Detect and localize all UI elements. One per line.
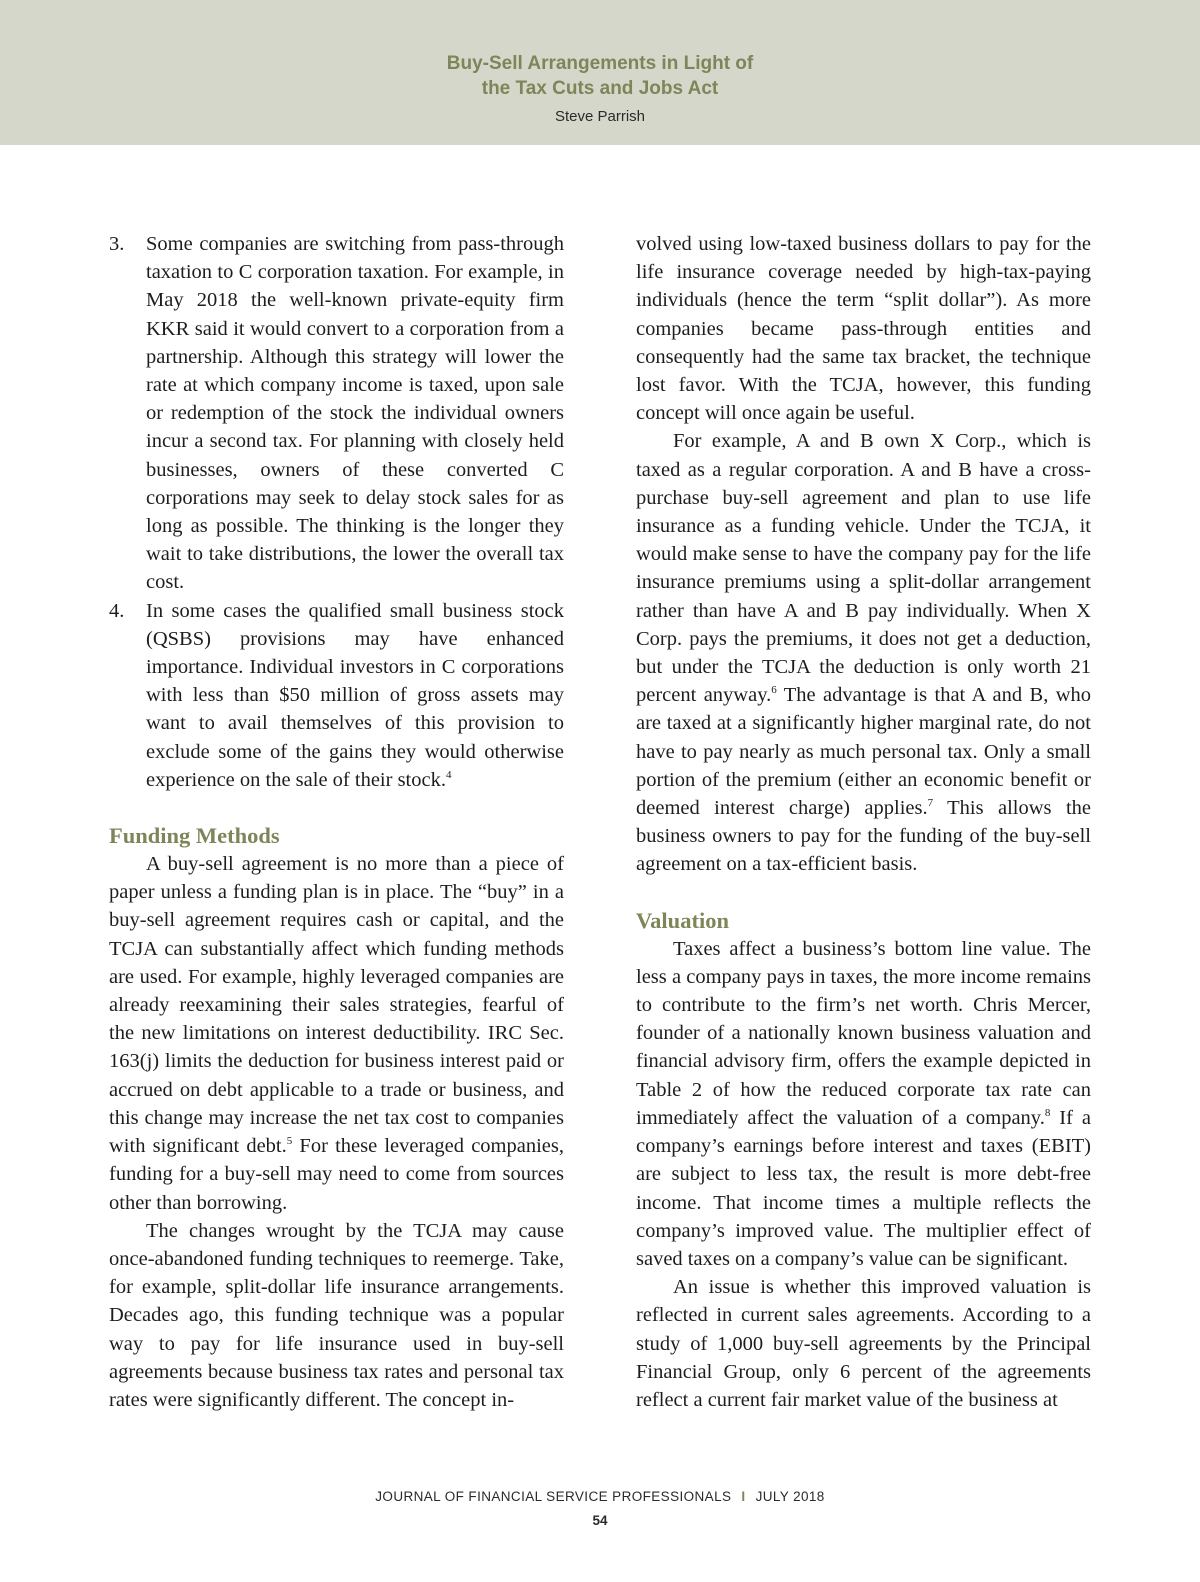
paragraph-text: A buy-sell agreement is no more than a piece of paper unless a funding plan is in place. The “buy” in a buy-sell agreement requires cash or capital, and the TCJA can substantially affect which funding methods are used. For example, highly leveraged companies are already reexamining their sales strategies, fearful of the new limitations on interest deductibility. IRC Sec. 163(j) limits the deduction for business interest paid or accrued on debt applicable to a trade or business, and this change may increase the net tax cost to companies with significant debt. (109, 853, 564, 1158)
journal-name: JOURNAL OF FINANCIAL SERVICE PROFESSIONALS (375, 1489, 732, 1504)
list-number: 4. (109, 599, 125, 622)
article-title (0, 51, 1200, 101)
list-item-text: Some companies are switching from pass-through taxation to C corporation taxation. For example, in May 2018 the well-known private-equity firm KKR said it would convert to a corporation from a partnership. Although this strategy will lower the rate at which company income is taxed, upon sale or redemption of the stock the individual owners incur a second tax. For planning with closely held businesses, owners of these converted C corporations may seek to delay stock sales for as long as possible. The thinking is the longer they wait to take distributions, the lower the overall tax cost. (146, 233, 564, 594)
article-title-line-2: the Tax Cuts and Jobs Act (481, 78, 719, 99)
footnote-ref: 5 (286, 1135, 293, 1148)
list-item-4 (109, 597, 564, 794)
footnote-ref: 6 (771, 684, 777, 697)
paragraph-text: This allows the business owners to pay for the funding of the buy-sell agreement on a tax-efficient basis. (636, 797, 1091, 876)
section-heading-funding: Funding Methods (109, 823, 280, 849)
article-title-line-1: Buy-Sell Arrangements in Light of (446, 53, 754, 74)
footnote-ref: 4 (445, 768, 452, 781)
footnote-ref: 7 (927, 797, 934, 810)
list-item-3 (109, 230, 564, 597)
spacer (636, 879, 1091, 907)
article-author: Steve Parrish (554, 108, 646, 125)
footnote-ref: 8 (1044, 1106, 1051, 1119)
spacer (109, 794, 564, 822)
list-item-text (146, 597, 564, 794)
right-column (636, 230, 1091, 1414)
list-item-body: In some cases the qualified small business stock (QSBS) provisions may have enhanced importance. Individual investors in C corporations with less than $50 million of gross assets may want to avail themselves of this provision to exclude some of the gains they would otherwise experience on the sale of their stock. (146, 599, 564, 791)
paragraph: An issue is whether this improved valuation is reflected in current sales agreements. According to a study of 1,000 buy-sell agreements by the Principal Financial Group, only 6 percent of the agreements reflect a current fair market value of the business at (636, 1276, 1091, 1411)
paragraph (636, 427, 1091, 878)
paragraph: The changes wrought by the TCJA may cause once-abandoned funding techniques to reemerge. Take, for example, split-dollar life insurance arrangements. Decades ago, this funding technique was a popular way to pay for life insurance used in buy-sell agreements because business tax rates and personal tax rates were significantly different. The concept in- (109, 1219, 564, 1411)
page-number: 54 (592, 1513, 608, 1528)
footer-separator: I (741, 1489, 746, 1504)
section-heading-valuation: Valuation (636, 907, 729, 933)
paragraph-text: The advantage is that A and B, who are taxed at a significantly higher marginal rate, do not have to pay nearly as much personal tax. Only a small portion of the premium (either an economic benefit or deemed interest charge) applies. (636, 684, 1091, 820)
issue-date: JULY 2018 (755, 1489, 825, 1504)
paragraph (636, 935, 1091, 1273)
list-number: 3. (109, 233, 125, 255)
paragraph-continuation: volved using low-taxed business dollars to pay for the life insurance coverage needed by high-tax-paying individuals (hence the term “split dollar”). As more companies became pass-through entities and consequently had the same tax bracket, the technique lost favor. With the TCJA, however, this funding concept will once again be useful. (636, 233, 1091, 425)
paragraph-text: For these leveraged companies, funding for a buy-sell may need to come from sources other than borrowing. (109, 1135, 564, 1214)
paragraph-text: For example, A and B own X Corp., which is taxed as a regular corporation. A and B have a cross-purchase buy-sell agreement and plan to use life insurance as a funding vehicle. Under the TCJA, it would make sense to have the company pay for the life insurance premiums using a split-dollar arrangement rather than have A and B pay individually. When X Corp. pays the premiums, it does not get a deduction, but under the TCJA the deduction is only worth 21 percent anyway. (636, 430, 1091, 707)
paragraph (109, 850, 564, 1217)
left-column (109, 230, 564, 1414)
paragraph-text: If a company’s earnings before interest and taxes (EBIT) are subject to less tax, the result is more debt-free income. That income times a multiple reflects the company’s improved value. The multiplier effect of saved taxes on a company’s value can be significant. (636, 1106, 1091, 1270)
footer-journal (0, 1489, 1200, 1504)
paragraph-text: Taxes affect a business’s bottom line value. The less a company pays in taxes, the more income remains to contribute to the firm’s net worth. Chris Mercer, founder of a nationally known business valuation and financial advisory firm, offers the example depicted in Table 2 of how the reduced corporate tax rate can immediately affect the valuation of a company. (636, 937, 1091, 1129)
